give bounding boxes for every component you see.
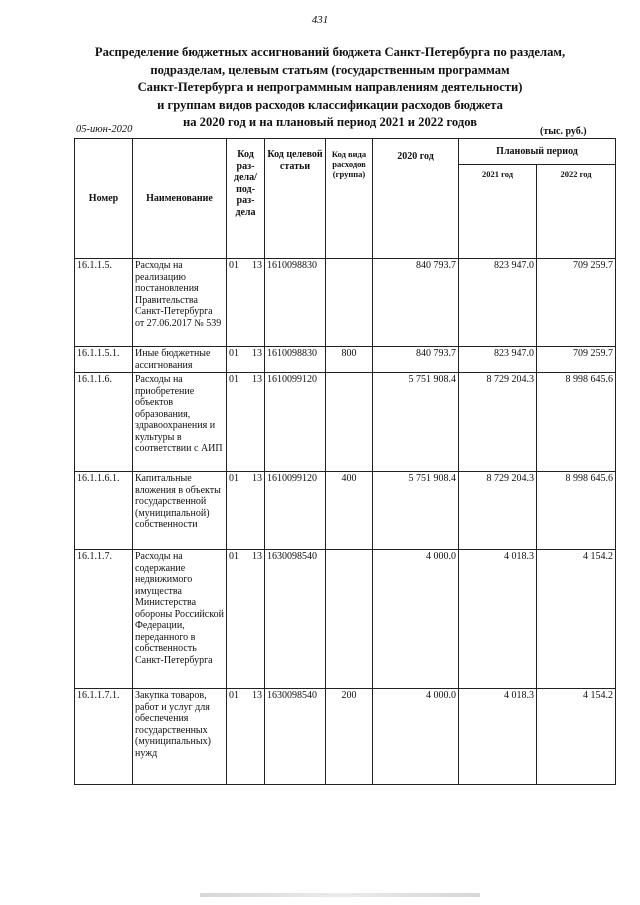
title-line: на 2020 год и на плановый период 2021 и 2022 годов xyxy=(182,115,478,129)
row-number: 16.1.1.7.1. xyxy=(75,689,133,785)
row-subsection: 13 xyxy=(252,690,262,701)
table-row xyxy=(75,373,616,472)
row-target-code: 1630098540 xyxy=(265,550,326,689)
title-line: подразделам, целевым статьям (государственным программам xyxy=(150,62,510,77)
row-section: 01 xyxy=(229,260,239,271)
row-subsection: 13 xyxy=(252,260,262,271)
row-expense-type xyxy=(326,373,373,472)
row-target-code: 1610098830 xyxy=(265,347,326,373)
row-target-code: 1610099120 xyxy=(265,472,326,550)
document-title xyxy=(60,44,600,132)
title-line: Санкт-Петербурга и непрограммным направлениям деятельности) xyxy=(137,80,523,94)
header-planned-period: Плановый период xyxy=(459,139,616,165)
row-section: 01 xyxy=(229,473,239,484)
row-value-2021: 8 729 204.3 xyxy=(459,373,537,472)
row-value-2021: 4 018.3 xyxy=(459,689,537,785)
row-section: 01 xyxy=(229,374,239,385)
row-section-code xyxy=(227,689,265,785)
footer-scan-artifact xyxy=(200,893,480,897)
row-value-2021: 4 018.3 xyxy=(459,550,537,689)
row-name: Расходы на приобретение объектов образования, здравоохранения и культуры в соответствии с АИП xyxy=(133,373,227,472)
row-value-2022: 709 259.7 xyxy=(537,259,616,347)
row-value-2020: 840 793.7 xyxy=(373,347,459,373)
row-target-code: 1630098540 xyxy=(265,689,326,785)
row-subsection: 13 xyxy=(252,551,262,562)
document-date: 05-июн-2020 xyxy=(76,124,133,135)
budget-table xyxy=(74,138,616,785)
row-subsection: 13 xyxy=(252,473,262,484)
row-number: 16.1.1.7. xyxy=(75,550,133,689)
page-number: 431 xyxy=(311,14,329,26)
header-2020: 2020 год xyxy=(373,139,459,259)
row-name: Расходы на реализацию постановления Правительства Санкт-Петербурга от 27.06.2017 № 539 xyxy=(133,259,227,347)
table-row xyxy=(75,347,616,373)
row-name: Иные бюджетные ассигнования xyxy=(133,347,227,373)
row-value-2021: 823 947.0 xyxy=(459,347,537,373)
unit-label: (тыс. руб.) xyxy=(540,126,587,137)
header-expense-type: Код вида расходов (группа) xyxy=(326,139,373,259)
row-section: 01 xyxy=(229,690,239,701)
title-line: и группам видов расходов классификации расходов бюджета xyxy=(157,97,503,112)
row-subsection: 13 xyxy=(252,348,262,359)
header-section-code: Код раз-дела/ под-раз-дела xyxy=(227,139,265,259)
row-section: 01 xyxy=(229,551,239,562)
row-number: 16.1.1.5.1. xyxy=(75,347,133,373)
row-value-2022: 8 998 645.6 xyxy=(537,373,616,472)
table-row xyxy=(75,259,616,347)
row-value-2020: 840 793.7 xyxy=(373,259,459,347)
row-section-code xyxy=(227,550,265,689)
row-value-2020: 5 751 908.4 xyxy=(373,373,459,472)
header-2022: 2022 год xyxy=(537,165,616,259)
row-value-2022: 4 154.2 xyxy=(537,689,616,785)
row-target-code: 1610099120 xyxy=(265,373,326,472)
row-expense-type: 800 xyxy=(326,347,373,373)
row-value-2020: 4 000.0 xyxy=(373,550,459,689)
row-number: 16.1.1.6. xyxy=(75,373,133,472)
row-expense-type xyxy=(326,259,373,347)
row-name: Капитальные вложения в объекты государственной (муниципальной) собственности xyxy=(133,472,227,550)
row-name: Расходы на содержание недвижимого имущества Министерства обороны Российской Федерации, переданного в собственность Санкт-Петербурга xyxy=(133,550,227,689)
row-value-2021: 823 947.0 xyxy=(459,259,537,347)
table-row xyxy=(75,689,616,785)
row-expense-type: 400 xyxy=(326,472,373,550)
row-name: Закупка товаров, работ и услуг для обеспечения государственных (муниципальных) нужд xyxy=(133,689,227,785)
header-2021: 2021 год xyxy=(459,165,537,259)
row-target-code: 1610098830 xyxy=(265,259,326,347)
title-line: Распределение бюджетных ассигнований бюджета Санкт-Петербурга по разделам, xyxy=(94,45,566,59)
row-value-2022: 4 154.2 xyxy=(537,550,616,689)
table-row xyxy=(75,550,616,689)
row-value-2021: 8 729 204.3 xyxy=(459,472,537,550)
table-row xyxy=(75,472,616,550)
row-section: 01 xyxy=(229,348,239,359)
row-section-code xyxy=(227,259,265,347)
row-value-2020: 5 751 908.4 xyxy=(373,472,459,550)
row-expense-type xyxy=(326,550,373,689)
row-value-2020: 4 000.0 xyxy=(373,689,459,785)
row-value-2022: 709 259.7 xyxy=(537,347,616,373)
row-section-code xyxy=(227,472,265,550)
row-number: 16.1.1.5. xyxy=(75,259,133,347)
header-target-code: Код целевой статьи xyxy=(265,139,326,259)
row-subsection: 13 xyxy=(252,374,262,385)
row-expense-type: 200 xyxy=(326,689,373,785)
header-number: Номер xyxy=(75,139,133,259)
row-number: 16.1.1.6.1. xyxy=(75,472,133,550)
row-value-2022: 8 998 645.6 xyxy=(537,472,616,550)
header-name: Наименование xyxy=(133,139,227,259)
row-section-code xyxy=(227,347,265,373)
row-section-code xyxy=(227,373,265,472)
